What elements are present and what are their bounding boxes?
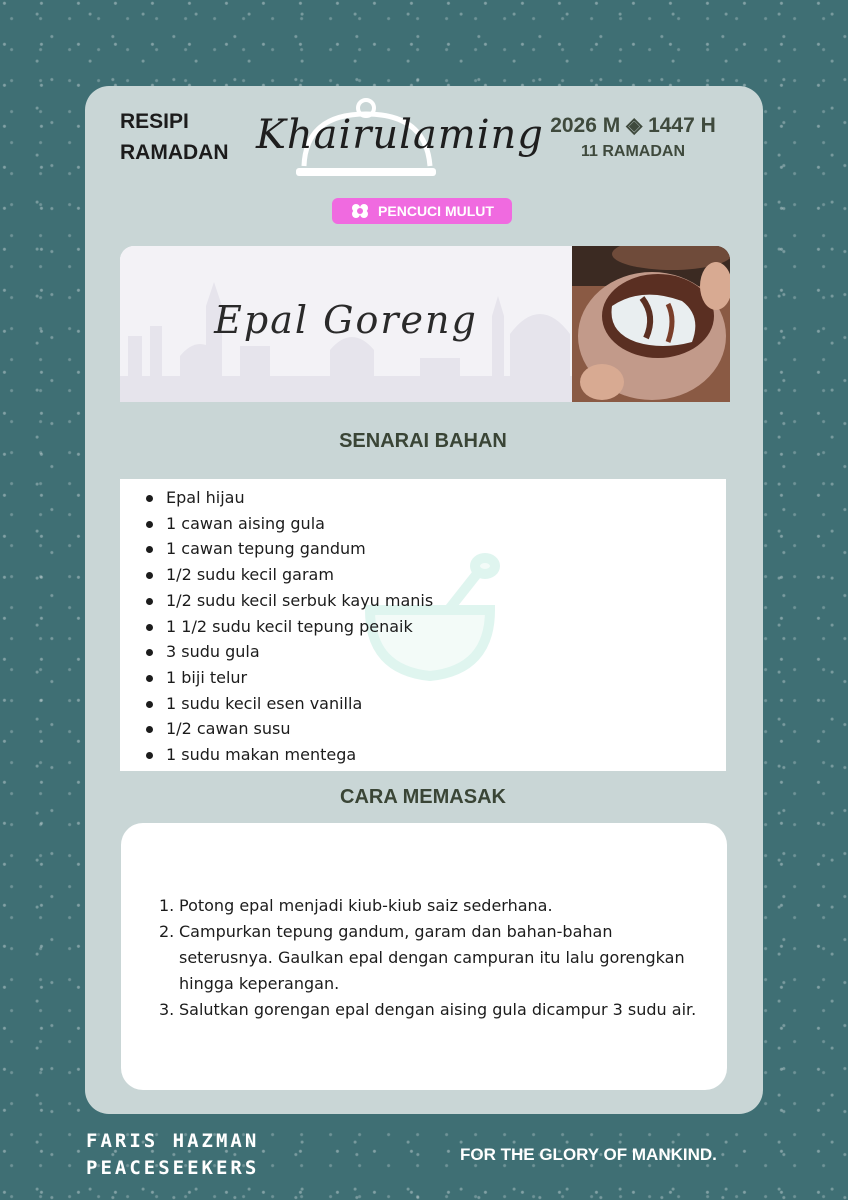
method-step	[159, 997, 703, 1023]
tagline: FOR THE GLORY OF MANKIND.	[460, 1145, 717, 1164]
recipe-banner	[120, 246, 730, 402]
method-heading: CARA MEMASAK	[340, 786, 506, 808]
step-text: Potong epal menjadi kiub-kiub saiz sederhana.	[179, 896, 553, 915]
ingredient-item: 1/2 cawan susu	[166, 716, 726, 742]
ingredient-item: 1 sudu makan mentega	[166, 742, 726, 768]
date-block	[528, 112, 738, 164]
ingredient-list	[120, 479, 726, 768]
ingredient-item: Epal hijau	[166, 485, 726, 511]
method-step	[159, 919, 703, 997]
ingredient-item: 1 biji telur	[166, 665, 726, 691]
year-gregorian: 2026 M	[550, 114, 621, 137]
step-text: Salutkan gorengan epal dengan aising gula dicampur 3 sudu air.	[179, 1000, 697, 1019]
year-line	[528, 112, 738, 140]
author-credit	[86, 1128, 259, 1182]
author-name: FARIS HAZMAN	[86, 1130, 260, 1152]
brand-script-logo: Khairulaming	[256, 112, 544, 158]
ingredients-panel	[120, 479, 726, 771]
ingredient-item: 1 cawan aising gula	[166, 511, 726, 537]
year-hijri: 1447 H	[648, 114, 716, 137]
category-label: PENCUCI MULUT	[378, 203, 494, 219]
ramadan-day: 11 RAMADAN	[580, 143, 685, 160]
step-list	[121, 823, 727, 1023]
brand-line-1: RESIPI	[120, 110, 189, 133]
step-text: Campurkan tepung gandum, garam dan bahan-bahan seterusnya. Gaulkan epal dengan campuran itu lalu gorengkan hingga keperangan.	[179, 922, 685, 993]
ingredients-heading: SENARAI BAHAN	[339, 430, 507, 452]
step-number: 1.	[159, 896, 175, 915]
diamond-separator-icon: ◈	[626, 114, 643, 137]
method-step	[159, 893, 703, 919]
author-org: PEACESEEKERS	[86, 1157, 260, 1179]
ingredient-item: 1/2 sudu kecil serbuk kayu manis	[166, 588, 726, 614]
ingredient-item: 1/2 sudu kecil garam	[166, 562, 726, 588]
ingredient-item: 3 sudu gula	[166, 639, 726, 665]
category-badge	[332, 198, 512, 224]
ingredient-item: 1 1/2 sudu kecil tepung penaik	[166, 614, 726, 640]
step-number: 3.	[159, 1000, 175, 1019]
recipe-title: Epal Goreng	[214, 298, 478, 342]
brand-line-2: RAMADAN	[120, 141, 229, 164]
ingredient-item: 1 sudu kecil esen vanilla	[166, 691, 726, 717]
brand-title	[120, 106, 229, 168]
flower-icon	[350, 202, 370, 220]
method-panel	[121, 823, 727, 1090]
fried-apple-photo	[572, 246, 730, 402]
ingredient-item: 1 cawan tepung gandum	[166, 536, 726, 562]
step-number: 2.	[159, 922, 175, 941]
